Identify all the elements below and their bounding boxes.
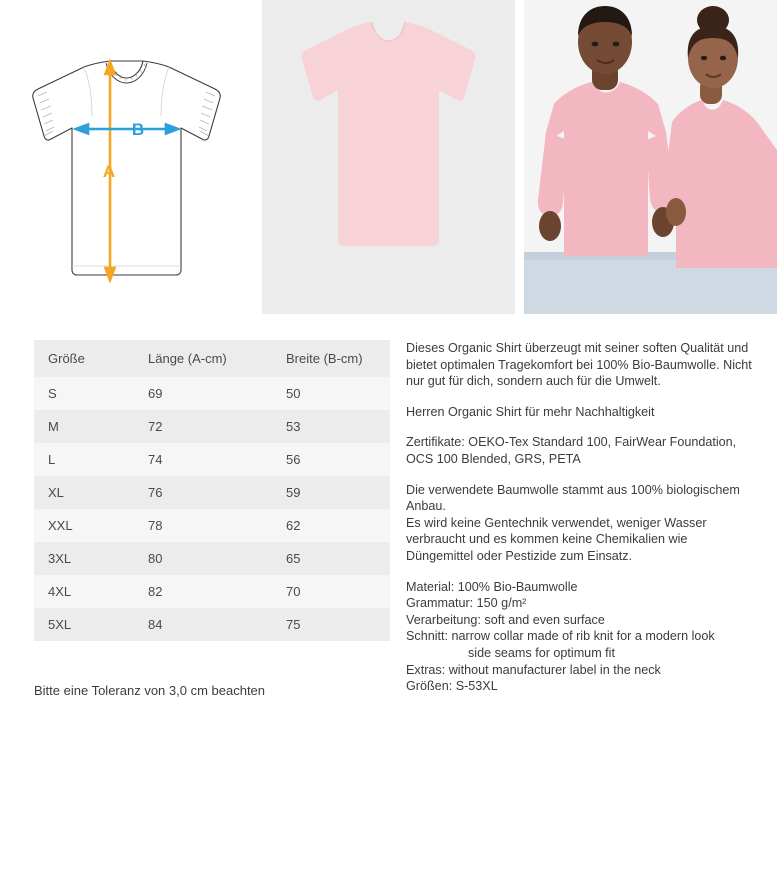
cell-length: 78 [134,509,272,542]
table-header-row [34,340,390,377]
table-row [34,377,390,410]
measurement-diagram-image [0,0,253,314]
cell-length: 80 [134,542,272,575]
spec-weight: Grammatur: 150 g/m² [406,596,527,611]
model-image [524,0,777,314]
cell-width: 59 [272,476,390,509]
description-intro: Dieses Organic Shirt überzeugt mit seiner soften Qualität und bietet optimalen Tragekomfort bei 100% Bio-Baumwolle. Nicht nur gut für dich, sondern auch für die Umwelt. [406,341,752,389]
table-row [34,410,390,443]
table-row [34,476,390,509]
cell-width: 62 [272,509,390,542]
table-row [34,542,390,575]
table-row [34,575,390,608]
spec-cut: Schnitt: narrow collar made of rib knit for a modern look [406,629,715,644]
size-table [34,340,390,641]
cell-length: 69 [134,377,272,410]
cell-size: XXL [34,509,134,542]
table-header-width: Breite (B-cm) [272,340,390,377]
measure-label-b: B [131,120,145,139]
description-column [390,340,777,698]
spec-material: Material: 100% Bio-Baumwolle [406,579,578,594]
cell-length: 72 [134,410,272,443]
description-cotton-details: Es wird keine Gentechnik verwendet, weniger Wasser verbraucht und es kommen keine Chemikalien wie Düngemittel oder Pestizide zum Einsatz. [406,515,707,563]
cell-size: M [34,410,134,443]
product-image [262,0,515,314]
cell-size: 4XL [34,575,134,608]
cell-length: 84 [134,608,272,641]
spec-processing: Verarbeitung: soft and even surface [406,612,605,627]
table-row [34,509,390,542]
size-table-column [0,340,390,698]
cell-length: 74 [134,443,272,476]
cell-width: 56 [272,443,390,476]
cell-size: 5XL [34,608,134,641]
spec-sizes: Größen: S-53XL [406,679,498,694]
tolerance-note: Bitte eine Toleranz von 3,0 cm beachten [34,683,266,698]
cell-width: 65 [272,542,390,575]
details-section [0,314,777,698]
description-subtitle: Herren Organic Shirt für mehr Nachhaltigkeit [406,404,655,419]
cell-size: 3XL [34,542,134,575]
table-header-size: Größe [34,340,134,377]
cell-width: 53 [272,410,390,443]
cell-size: S [34,377,134,410]
image-row [0,0,777,314]
cell-length: 76 [134,476,272,509]
spec-extras: Extras: without manufacturer label in the neck [406,662,661,677]
spec-list [406,579,757,695]
measure-label-a: A [102,162,116,181]
cell-size: L [34,443,134,476]
table-row [34,608,390,641]
table-header-length: Länge (A-cm) [134,340,272,377]
cell-width: 75 [272,608,390,641]
cell-width: 50 [272,377,390,410]
cell-width: 70 [272,575,390,608]
spec-cut-second: side seams for optimum fit [468,645,615,660]
table-row [34,443,390,476]
description-certificates: Zertifikate: OEKO-Tex Standard 100, FairWear Foundation, OCS 100 Blended, GRS, PETA [406,435,737,466]
description-cotton: Die verwendete Baumwolle stammt aus 100% biologischem Anbau. [406,482,740,514]
cell-size: XL [34,476,134,509]
cell-length: 82 [134,575,272,608]
